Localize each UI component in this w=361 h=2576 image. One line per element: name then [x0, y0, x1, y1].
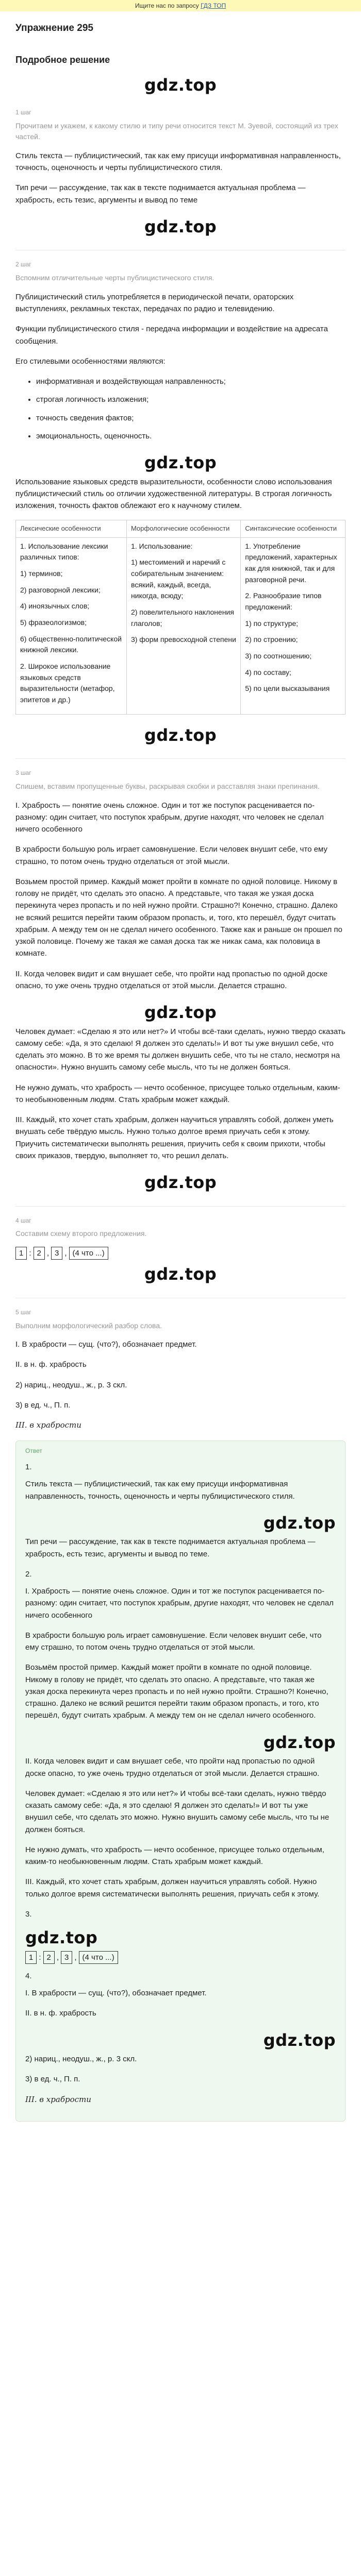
step-label: 2 шаг	[15, 261, 31, 268]
content	[0, 11, 361, 2122]
watermark: gdz.top	[144, 1264, 217, 1284]
divider	[15, 1206, 346, 1207]
watermark: gdz.top	[144, 216, 217, 236]
scheme-punct: :	[39, 1953, 41, 1962]
step-label: 3 шаг	[15, 769, 31, 777]
cell-line: 4) по составу;	[245, 668, 291, 676]
cell-line: 2. Разнообразие типов предложений:	[245, 591, 322, 611]
scheme-punct: :	[29, 1249, 31, 1258]
paragraph: Публицистический стиль употребляется в периодической печати, ораторских выступлениях, рекламных текстах, передачах по радио и телевидению.	[15, 292, 294, 314]
answer-item: В храбрости большую роль играет самовнушение. Если человек внушит себе, что ему страшно, то потом очень трудно отделаться от этой мысли.	[25, 1631, 322, 1652]
watermark: gdz.top	[144, 453, 217, 473]
solution-heading: Подробное решение	[15, 55, 110, 65]
answer-item: Человек думает: «Сделаю я это или нет?» И чтобы всё-таки сделать, нужно твёрдо сказать самому себе: «Да, я это сделаю! Я должен это сделать!» И вот ты уже внушил себе, что сделать это можно. Нужно внушить самому себе мысль, что ты не должен бояться.	[25, 1789, 330, 1834]
table-header: Синтаксические особенности	[241, 520, 346, 537]
cell-line: 4) иноязычных слов;	[20, 602, 90, 611]
scheme-part: (4 что ...)	[79, 1951, 118, 1964]
scheme-punct: ,	[64, 1249, 67, 1258]
paragraph: Функции публицистического стиля - передача информации и воздействие на адресата сообщения.	[15, 325, 328, 346]
comparison-table	[15, 520, 346, 714]
cell-line: 2) повелительного наклонения глаголов;	[130, 607, 234, 628]
morph-line: 2) нариц., неодуш., ж., р. 3 скл.	[15, 1380, 127, 1389]
table-header: Морфологические особенности	[126, 520, 240, 537]
answer-item: Тип речи — рассуждение, так как в тексте поднимается актуальная проблема — храбрость, есть тезис, аргументы и вывод по теме.	[25, 1537, 316, 1558]
answer-item: 4.	[25, 1971, 32, 1980]
answer-item: 2.	[25, 1569, 32, 1579]
scheme-part: (4 что ...)	[69, 1247, 108, 1260]
paragraph: В храбрости большую роль играет самовнушение. Если человек внушит себе, что ему страшно, то потом очень трудно отделаться от этой мысли.	[15, 845, 327, 866]
paragraph: II. Когда человек видит и сам внушает себе, что пройти над пропастью по одной доске опасно, то уже очень трудно отделаться от этой мысли. Делается страшно.	[15, 969, 328, 990]
list-item: • строгая логичность изложения;	[36, 394, 346, 405]
promo-text: Ищите нас по запросу	[135, 2, 199, 9]
cell-line: 5) по цели высказывания	[245, 684, 330, 693]
scheme-punct: ,	[56, 1953, 59, 1962]
paragraph: Не нужно думать, что храбрость — нечто особенное, присущее только отдельным, каким-то необыкновенным людям. Стать храбрым может каждый.	[15, 1083, 340, 1104]
sentence-scheme	[15, 1247, 108, 1260]
answer-item: Возьмём простой пример. Каждый может пройти в комнате по одной половице. Никому в голову не придёт, что сделать это опасно. А представьте, что такая же узкая доска перекинута через пропасть и по ней нужно пройти. Страшно?! Конечно, страшно. Далеко не всякий решится перейти таким образом пропасть, и того, кто перешёл, будут считать храбрым. А между тем он не сделал ничего особенного.	[25, 1663, 329, 1720]
table-cell-lexical	[16, 537, 127, 714]
answer-item: 1.	[25, 1463, 32, 1472]
cell-line: 3) по соотношению;	[245, 652, 312, 660]
paragraph: Тип речи — рассуждение, так как в тексте поднимается актуальная проблема — храбрость, есть тезис, аргументы и вывод по теме	[15, 183, 306, 205]
scheme-part: 1	[25, 1951, 37, 1964]
cell-line: 2) по строению;	[245, 635, 298, 644]
paragraph: Стиль текста — публицистический, так как ему присущи информативная направленность, точность, оценочность и черты публицистического стиля.	[15, 151, 341, 173]
answer-item: II. в н. ф. храбрость	[25, 2009, 96, 2018]
promo-link[interactable]: ГДЗ ТОП	[200, 2, 226, 9]
watermark: gdz.top	[263, 1513, 336, 1533]
table-header: Лексические особенности	[16, 520, 127, 537]
answer-item: 3) в ед. ч., П. п.	[25, 2075, 80, 2084]
scheme-part: 2	[34, 1247, 45, 1260]
step-hint: Спишем, вставим пропущенные буквы, раскрывая скобки и расставляя знаки препинания.	[15, 782, 320, 790]
watermark: gdz.top	[144, 725, 217, 745]
watermark: gdz.top	[144, 1173, 217, 1193]
answer-item: 3.	[25, 1909, 32, 1919]
cell-line: 6) общественно-политической книжной лексики.	[20, 634, 122, 654]
answer-label: Ответ	[25, 1447, 42, 1455]
answer-scheme	[25, 1951, 118, 1964]
paragraph: Возьмем простой пример. Каждый может пройти в комнате по одной половице. Никому в голову не придёт, что сделать это опасно. А представьте, что такая же узкая доска перекинута через пропасть и по ней нужно пройти. Страшно?! Конечно, страшно. Далеко не всякий решится перейти таким образом пропасть, и, того, кто перешёл, будут считать храбрым. А между тем он не сделал ничего особенного. Также как и раньше он прошел по узкой половице. Почему же такая же самая доска так же никак сама, как половица в комнате.	[15, 877, 342, 958]
answer-item: I. В храбрости — сущ. (что?), обозначает предмет.	[25, 1989, 207, 1998]
list-item: • точность сведения фактов;	[36, 412, 346, 424]
paragraph: Его стилевыми особенностями являются:	[15, 357, 166, 366]
paragraph: III. Каждый, кто хочет стать храбрым, должен научиться управлять собой, должен уметь внушать себе твёрдую мысль. Нужно только долгое время приучать себя к этому. Приучить систематически выполнять решения, приучить себя к своим прихоти, чтобы своих приказов, твердую, выполняет то, что решил делать.	[15, 1115, 334, 1160]
scheme-part: 1	[15, 1247, 27, 1260]
cell-line: 1) терминов;	[20, 569, 63, 578]
watermark: gdz.top	[144, 75, 217, 95]
step-hint: Прочитаем и укажем, к какому стилю и типу речи относится текст М. Зуевой, состоящий из трех частей.	[15, 121, 338, 141]
scheme-punct: ,	[74, 1953, 77, 1962]
cell-line: 5) фразеологизмов;	[20, 618, 87, 626]
step-label: 4 шаг	[15, 1216, 31, 1224]
page-title: Упражнение 295	[15, 23, 93, 33]
step-label: 5 шаг	[15, 1308, 31, 1316]
morph-line: 3) в ед. ч., П. п.	[15, 1400, 71, 1410]
watermark: gdz.top	[144, 1003, 217, 1023]
step-label: 1 шаг	[15, 108, 31, 116]
feature-list	[15, 376, 346, 442]
step-hint: Составим схему второго предложения.	[15, 1229, 147, 1238]
scheme-part: 2	[43, 1951, 55, 1964]
watermark: gdz.top	[263, 1732, 336, 1752]
cell-line: 1. Использование:	[130, 541, 193, 550]
table-cell-syntactic	[241, 537, 346, 714]
morph-line: II. в н. ф. храбрость	[15, 1360, 87, 1369]
answer-block	[15, 1440, 346, 2121]
list-item: • эмоциональность, оценочность.	[36, 430, 346, 442]
cell-line: 1) по структуре;	[245, 619, 299, 628]
morph-line: I. В храбрости — сущ. (что?), обозначает предмет.	[15, 1340, 197, 1349]
cell-line: 2. Широкое использование языковых средств выразительности (метафор, эпитетов и др.)	[20, 662, 115, 704]
table-cell-morphological	[126, 537, 240, 714]
scheme-part: 3	[61, 1951, 72, 1964]
answer-item: 2) нариц., неодуш., ж., р. 3 скл.	[25, 2055, 137, 2064]
paragraph: Использование языковых средств выразительности, особенности слово использования публицистический стиль оо отличии художественной литературы. В строгая логичность изложения, точность фактов облежают его к научному стилем.	[15, 477, 332, 511]
cell-line: 1) местоимений и наречий с собирательным значением: всякий, каждый, всегда, никогда, всюду;	[130, 558, 226, 600]
step-hint: Вспомним отличительные черты публицистического стиля.	[15, 274, 215, 282]
paragraph: Человек думает: «Сделаю я это или нет?» И чтобы всё-таки сделать, нужно твердо сказать самому себе: «Да, я это сделаю! Я должен это сделать!» И вот ты уже внушил себе, что сделать это можно. В то же время ты должен внушить себе, что ты не стало, несмотря на опасности». Нужно внушить самому себе мысль, что ты не должен бояться.	[15, 1027, 346, 1072]
cell-line: 2) разговорной лексики;	[20, 585, 101, 594]
paragraph: I. Храбрость — понятие очень сложное. Один и тот же поступок расценивается по-разному: один считает, что поступок храбрым, другие находят, что человек не сделал ничего особенного	[15, 801, 324, 834]
cell-line: 3) форм превосходной степени	[130, 635, 236, 644]
cell-line: 1. Использование лексики различных типов:	[20, 541, 108, 562]
answer-item: Не нужно думать, что храбрость — нечто особенное, присущее только отдельным, каким-то необыкновенным людям. Стать храбрым может каждый.	[25, 1845, 324, 1866]
scheme-punct: ,	[46, 1249, 50, 1258]
answer-item: II. Когда человек видит и сам внушает себе, что пройти над пропастью по одной доске опасно, то уже очень трудно отделаться от этой мысли. Делается страшно.	[25, 1757, 320, 1778]
morph-line: III. в храбрости	[15, 1420, 81, 1430]
scheme-part: 3	[51, 1247, 62, 1260]
cell-line: 1. Употребление предложений, характерных как для книжной, так и для разговорной речи.	[245, 541, 337, 584]
watermark: gdz.top	[263, 2030, 336, 2050]
answer-item: Стиль текста — публицистический, так как ему присущи информативная направленность, точность, оценочность и черты публицистического стиля.	[25, 1480, 295, 1501]
step-hint: Выполним морфологический разбор слова.	[15, 1321, 162, 1330]
watermark: gdz.top	[25, 1928, 98, 1947]
promo-bar	[0, 0, 361, 11]
list-item: • информативная и воздействующая направленность;	[36, 376, 346, 387]
divider	[15, 758, 346, 759]
answer-item: III. Каждый, кто хочет стать храбрым, должен научиться управлять собой. Нужно только долгое время систематически выполнять решения, приучать себя к этому.	[25, 1877, 320, 1899]
answer-item: III. в храбрости	[25, 2094, 91, 2104]
answer-item: I. Храбрость — понятие очень сложное. Один и тот же поступок расценивается по-разному: один считает, что поступок храбрым, другие находят, что человек не сделал ничего особенного	[25, 1587, 334, 1620]
